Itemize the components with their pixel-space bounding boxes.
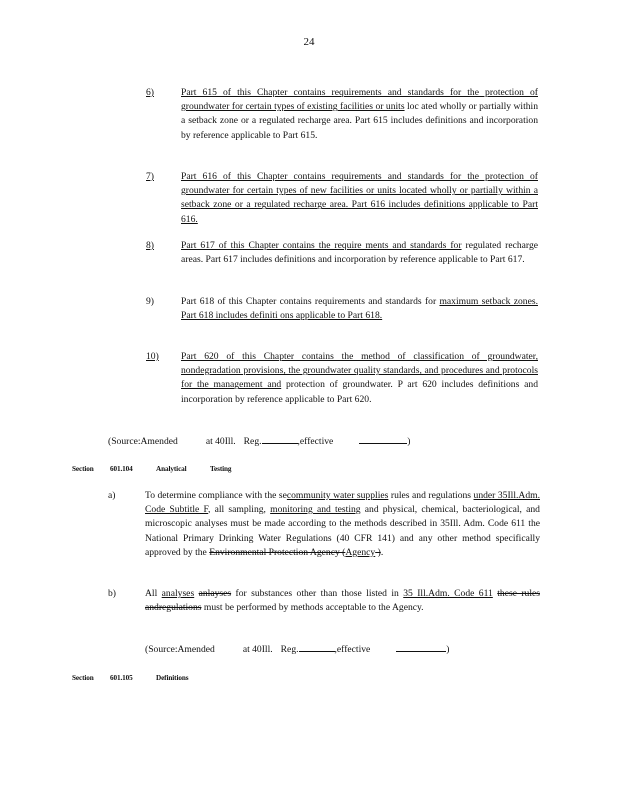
subsection (108, 587, 540, 615)
item-text (181, 170, 538, 227)
inserted-text: Agency (345, 546, 376, 558)
deleted-text: these rules andregulations (145, 588, 540, 614)
subsection-letter: b) (108, 588, 116, 599)
item-text (181, 295, 538, 323)
list-item (146, 170, 538, 227)
section-heading: Section 601.105 Definitions (72, 674, 189, 682)
item-number: 7) (146, 171, 154, 182)
text-run: loc ated wholly or partially within a setback zone or a regulated recharge area. Part 615 includes definitions and incorporation by reference applicable to Part 615. (181, 101, 538, 141)
inserted-text: under 35Ill.Adm. Code Subtitle F (145, 490, 540, 516)
text-run: regulated recharge areas. Part 617 includes definitions and incorporation by reference applicable to Part 617. (181, 240, 538, 266)
item-text (181, 350, 538, 407)
subsection-text: To determine compliance with the secommunity water supplies rules and regulations under 35Ill.Adm. Code Subtitle F, all sampling, monitoring and testing and physical, chemical, bacteriological, and microscopic analyses must be made according to the methods described in 35Ill. Adm. Code 611 the National Primary Drinking Water Regulations (40 CFR 141) and any other method specifically approved by the Environmental Protection Agency (Agency ). (145, 490, 540, 558)
list-item (146, 295, 538, 323)
item-number: 8) (146, 240, 154, 251)
list-item (146, 350, 538, 407)
item-number: 9) (146, 296, 154, 307)
section-heading: Section 601.104 Analytical Testing (72, 465, 232, 473)
deleted-text: ) (375, 546, 381, 558)
source-note: (Source:Amended at 40Ill. Reg. ,effective ) (108, 436, 411, 447)
item-text (181, 86, 538, 143)
inserted-text: analyses (161, 588, 195, 599)
text-run: Part 618 of this Chapter contains requirements and standards for (181, 296, 440, 307)
deleted-text: Environmental Protection Agency ( (209, 546, 346, 558)
deleted-text: anlayses (198, 588, 232, 599)
list-item (146, 239, 538, 267)
inserted-text: Part 615 of this Chapter contains requirements and standards for the protection of groundwater for certain types of existing facilities or units (181, 87, 538, 113)
subsection-text: All analyses anlayses for substances other than those listed in 35 Ill.Adm. Code 611 these rules andregulations must be performed by methods acceptable to the Agency. (145, 588, 540, 614)
list-item (146, 86, 538, 143)
inserted-text: maximum setback zones. Part 618 includes definiti ons applicable to Part 618. (181, 296, 538, 322)
source-note: (Source:Amended at 40Ill. Reg. ,effective ) (145, 644, 450, 655)
text-run: protection of groundwater. P art 620 includes definitions and incorporation by reference applicable to Part 620. (181, 379, 538, 405)
item-number: 6) (146, 87, 154, 98)
item-text (181, 239, 538, 267)
inserted-text: Part 616 of this Chapter contains requirements and standards for the protection of groundwater for certain types of new facilities or units located wholly or partially within a setback zone or a regulated recharge area. Part 616 includes definitions applicable to Part 616. (181, 171, 538, 225)
subsection-letter: a) (108, 490, 116, 501)
inserted-text: Part 617 of this Chapter contains the require ments and standards for (181, 240, 462, 251)
item-number: 10) (146, 351, 159, 362)
page-number: 24 (303, 36, 315, 48)
inserted-text: 35 Ill.Adm. Code 611 (403, 588, 493, 599)
inserted-text: Part 620 of this Chapter contains the method of classification of groundwater, nondegradation provisions, the groundwater quality standards, and procedures and protocols for the management and (181, 351, 538, 391)
subsection (108, 489, 540, 560)
inserted-text: community water supplies (286, 490, 389, 501)
inserted-text: monitoring and testing (270, 504, 361, 516)
